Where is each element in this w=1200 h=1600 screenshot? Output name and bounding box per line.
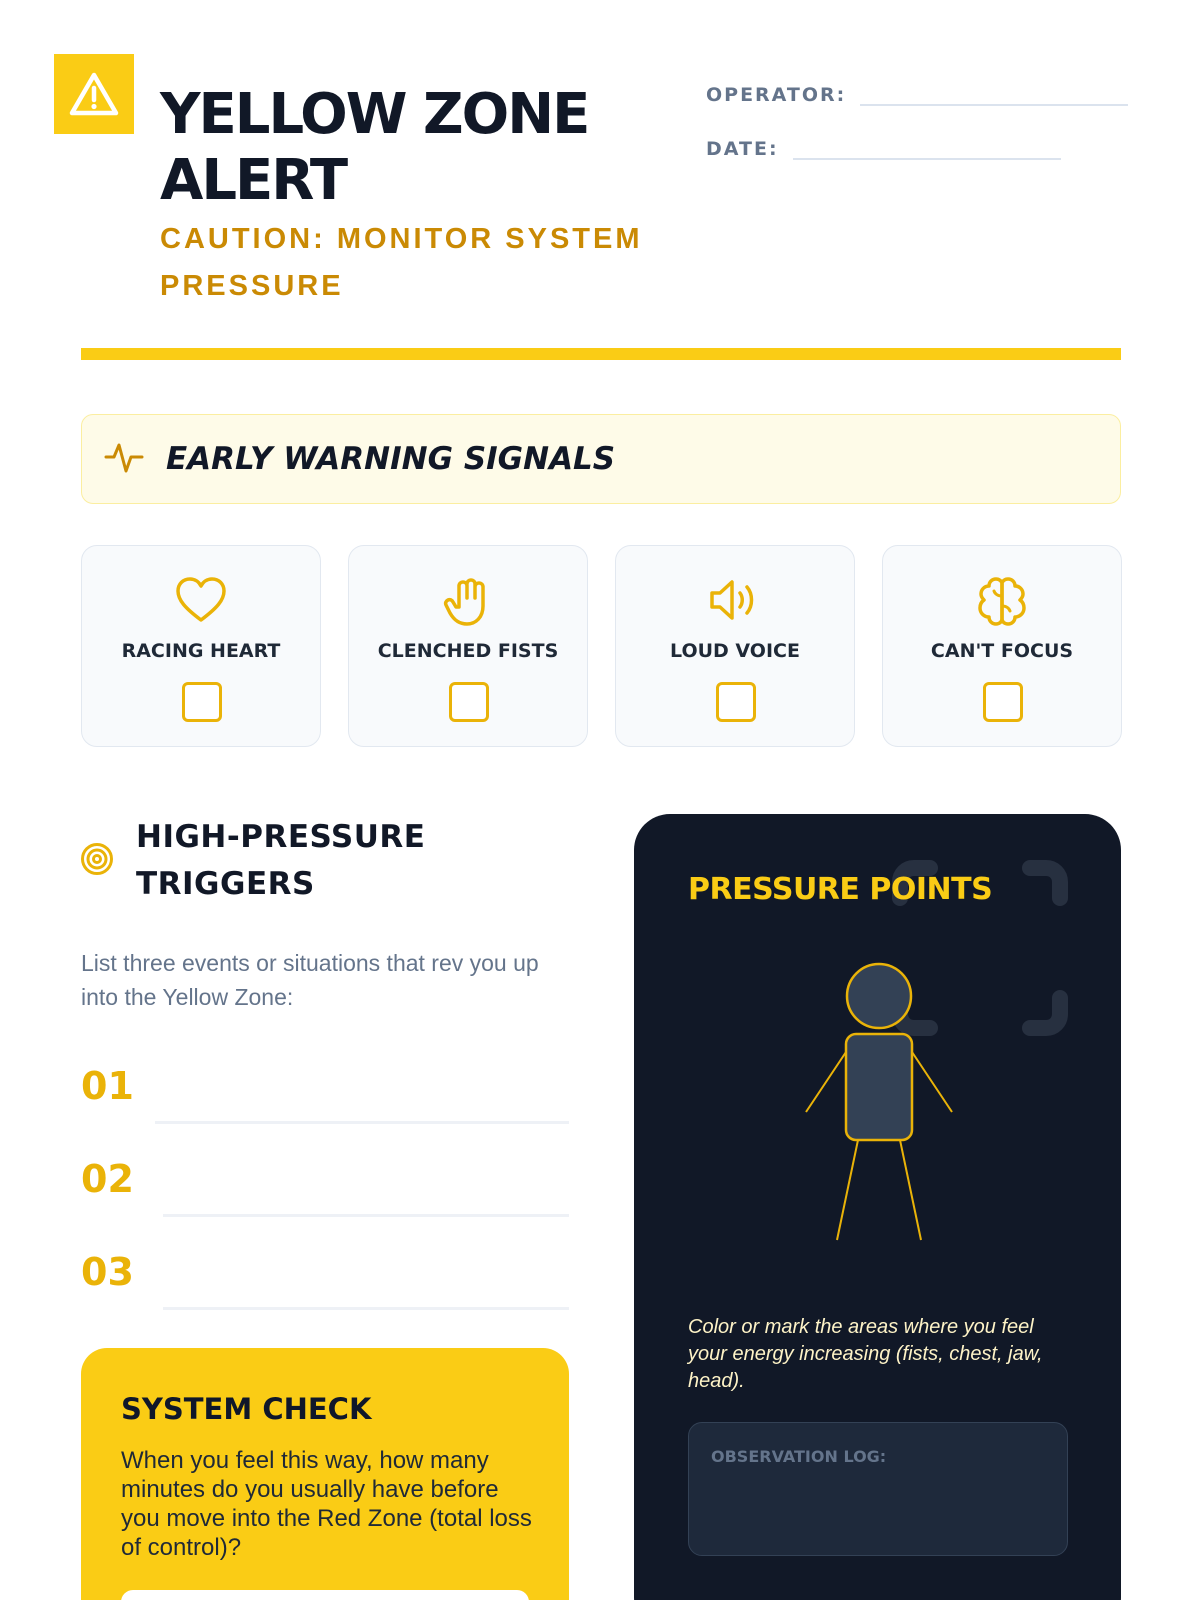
system-check-answer-field[interactable]: [121, 1590, 529, 1600]
signal-checkbox[interactable]: [182, 682, 222, 722]
hand-icon: [349, 576, 587, 628]
operator-row: [706, 84, 1128, 106]
signal-label: CLENCHED FISTS: [377, 640, 559, 662]
speaker-icon: [616, 576, 854, 624]
signal-checkbox[interactable]: [716, 682, 756, 722]
observation-log-label: OBSERVATION LOG:: [711, 1447, 887, 1466]
trigger-input[interactable]: [163, 1307, 569, 1310]
operator-label: OPERATOR:: [706, 84, 847, 106]
early-warning-banner: [81, 414, 1121, 504]
trigger-item: [81, 1157, 569, 1217]
trigger-item: [81, 1250, 569, 1310]
activity-pulse-icon: [104, 437, 144, 482]
early-warning-title: EARLY WARNING SIGNALS: [166, 441, 616, 477]
body-outline-figure[interactable]: [794, 962, 964, 1267]
warning-triangle-icon: [54, 54, 134, 134]
trigger-number: 02: [81, 1157, 134, 1201]
trigger-item: [81, 1064, 569, 1124]
target-icon: [80, 842, 114, 881]
trigger-number: 03: [81, 1250, 134, 1294]
heart-icon: [82, 576, 320, 624]
signal-checkbox[interactable]: [449, 682, 489, 722]
system-check-card: [81, 1348, 569, 1600]
header-divider: [81, 348, 1121, 360]
triggers-description: List three events or situations that rev you up into the Yellow Zone:: [81, 950, 539, 1010]
signal-label: CAN'T FOCUS: [930, 640, 1074, 662]
system-check-title: SYSTEM CHECK: [121, 1392, 372, 1426]
system-check-question: When you feel this way, how many minutes do you usually have before you move into the Red Zone (total loss of control)?: [121, 1447, 532, 1561]
trigger-input[interactable]: [155, 1121, 569, 1124]
observation-log-field[interactable]: [688, 1422, 1068, 1556]
pressure-points-description: Color or mark the areas where you feel your energy increasing (fists, chest, jaw, head).: [688, 1316, 1043, 1392]
signal-checkbox[interactable]: [983, 682, 1023, 722]
operator-field[interactable]: [860, 86, 1128, 106]
signal-card-racing-heart: [81, 545, 321, 747]
date-field[interactable]: [793, 140, 1061, 160]
trigger-number: 01: [81, 1064, 134, 1108]
signal-card-cant-focus: [882, 545, 1122, 747]
date-row: [706, 138, 1061, 160]
date-label: DATE:: [706, 138, 779, 160]
pressure-points-panel: [634, 814, 1121, 1600]
pressure-points-title: PRESSURE POINTS: [688, 872, 993, 907]
signal-card-clenched-fists: [348, 545, 588, 747]
signal-label: LOUD VOICE: [670, 640, 800, 662]
brain-icon: [883, 576, 1121, 628]
page-title: YELLOW ZONE ALERT: [160, 82, 589, 213]
trigger-input[interactable]: [163, 1214, 569, 1217]
signal-label: RACING HEART: [121, 640, 281, 662]
signal-card-loud-voice: [615, 545, 855, 747]
triggers-title: HIGH-PRESSURE TRIGGERS: [136, 819, 426, 902]
page-subtitle: CAUTION: MONITOR SYSTEM PRESSURE: [160, 223, 643, 302]
